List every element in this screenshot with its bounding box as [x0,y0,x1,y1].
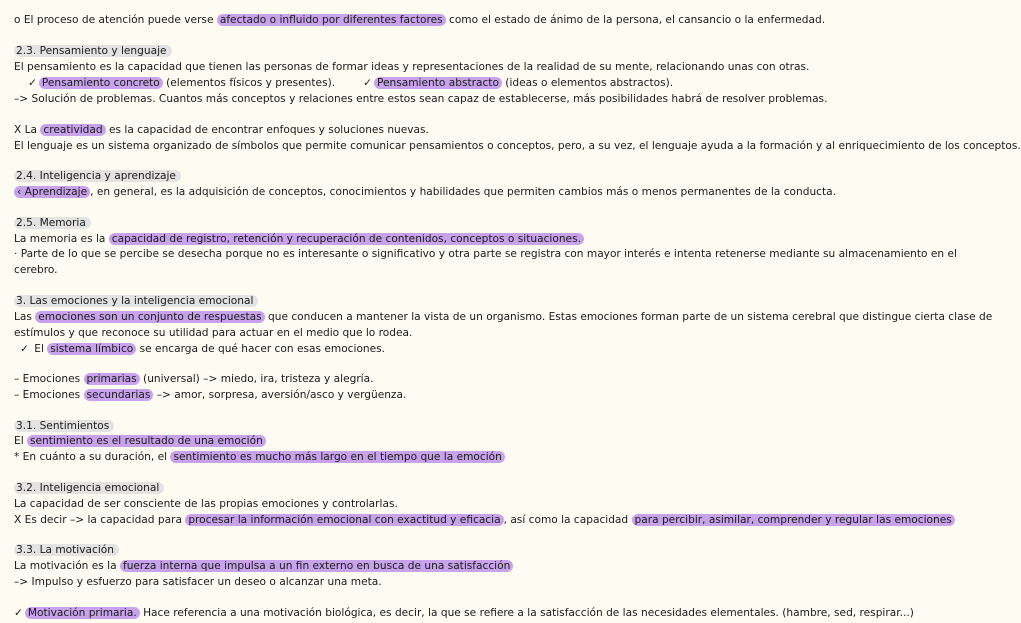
emotional-intelligence-detail: X Es decir –> la capacidad para procesar la información emocional con exactitud y eficacia , así como la capacidad para percibir, asimilar, comprender y regular las emociones [14,513,955,527]
heading-text: 3.1. Sentimientos [14,420,114,432]
language-line: El lenguaje es un sistema organizado de símbolos que permite comunicar pensamientos o conceptos, pero, a su vez, el lenguaje ayuda a la formación y al enriquecimiento de los conceptos. [14,140,1021,152]
memory-detail-line-2: cerebro. [14,264,58,276]
highlight: Motivación primaria. [25,607,140,619]
heading-text: 2.4. Inteligencia y aprendizaje [14,170,181,182]
feeling-duration-line: * En cuánto a su duración, el sentimiento es mucho más largo en el tiempo que la emoción [14,450,505,464]
motivation-impulse-line: –> Impulso y esfuerzo para satisfacer un deseo o alcanzar una meta. [14,576,382,588]
highlight: sentimiento es el resultado de una emoción [27,435,266,447]
heading-text: 2.5. Memoria [14,217,91,229]
memory-detail-line-1: · Parte de lo que se percibe se desecha porque no es interesante o significativo y otra parte se registra con mayor interés e intenta retenerse mediante su almacenamiento en el [14,248,957,260]
section-heading-2-5 [14,216,91,230]
emotions-definition-1: Las emociones son un conjunto de respuestas que conducen a mantener la vista de un organismo. Estas emociones forman parte de un sistema cerebral que distingue cierta clase de [14,311,993,323]
thinking-definition: El pensamiento es la capacidad que tienen las personas de formar ideas y representaciones de la realidad de su mente, relacionando unas con otras. [14,61,810,73]
primary-motivation-line: ✓ Motivación primaria. Hace referencia a una motivación biológica, es decir, la que se refiere a la satisfacción de las necesidades elementales. (hambre, sed, respirar...) [14,607,914,619]
highlight: Pensamiento abstracto [374,77,502,89]
motivation-definition: La motivación es la fuerza interna que impulsa a un fin externo en busca de una satisfacción [14,559,513,573]
check-icon: ✓ [28,77,37,89]
highlight: sistema límbico [47,343,136,355]
highlight: procesar la información emocional con exactitud y eficacia [185,514,503,526]
section-heading-3-1 [14,419,114,433]
check-icon: ✓ [14,607,23,619]
primary-emotions-line: – Emociones primarias (universal) –> miedo, ira, tristeza y alegría. [14,373,374,385]
highlight: sentimiento es mucho más largo en el tiempo que la emoción [170,451,504,463]
highlight: fuerza interna que impulsa a un fin externo en busca de una satisfacción [120,560,513,572]
highlight: ‹ Aprendizaje [14,186,90,198]
memory-definition: La memoria es la capacidad de registro, retención y recuperación de contenidos, conceptos o situaciones. [14,232,584,246]
highlight: Pensamiento concreto [39,77,163,89]
highlight: emociones son un conjunto de respuestas [35,311,264,323]
heading-text: 3.3. La motivación [14,544,119,556]
section-heading-3-2 [14,481,164,495]
check-icon: ✓ [20,343,29,355]
highlight: primarias [84,373,140,385]
learning-line: ‹ Aprendizaje , en general, es la adquisición de conceptos, conocimientos y habilidades que permiten cambios más o menos permanentes de la conducta. [14,185,836,199]
highlight: para percibir, asimilar, comprender y regular las emociones [632,514,955,526]
problem-solving-line: –> Solución de problemas. Cuantos más conceptos y relaciones entre estos sean capaz de establecerse, más posibilidades habrá de resolver problemas. [14,93,828,105]
feeling-definition: El sentimiento es el resultado de una emoción [14,434,266,448]
section-heading-2-3 [14,44,172,58]
check-icon: ✓ [363,77,372,89]
secondary-emotions-line: – Emociones secundarias –> amor, sorpresa, aversión/asco y vergüenza. [14,389,407,401]
heading-text: 3.2. Inteligencia emocional [14,482,164,494]
heading-text: 2.3. Pensamiento y lenguaje [14,45,172,57]
highlight: secundarias [84,389,154,401]
thinking-types-line: ✓ Pensamiento concreto (elementos físicos y presentes). ✓ Pensamiento abstracto (ideas o elementos abstractos). [28,77,674,89]
section-heading-2-4 [14,169,181,183]
creativity-line: X La creatividad es la capacidad de encontrar enfoques y soluciones nuevas. [14,124,429,136]
attention-factors-line: o El proceso de atención puede verse afectado o influido por diferentes factores como el estado de ánimo de la persona, el cansancio o la enfermedad. [14,14,826,26]
section-heading-3-3 [14,543,119,557]
heading-text: 3. Las emociones y la inteligencia emocional [14,295,258,307]
highlight: creatividad [40,124,105,136]
limbic-system-line: ✓ El sistema límbico se encarga de qué hacer con esas emociones. [20,343,386,355]
section-heading-3 [14,294,258,308]
emotional-intelligence-definition: La capacidad de ser consciente de las propias emociones y controlarlas. [14,498,398,510]
emotions-definition-2: estímulos y que reconoce su utilidad para actuar en el medio que lo rodea. [14,327,413,339]
highlight: capacidad de registro, retención y recuperación de contenidos, conceptos o situaciones. [109,233,584,245]
highlight: afectado o influido por diferentes factores [217,14,446,26]
